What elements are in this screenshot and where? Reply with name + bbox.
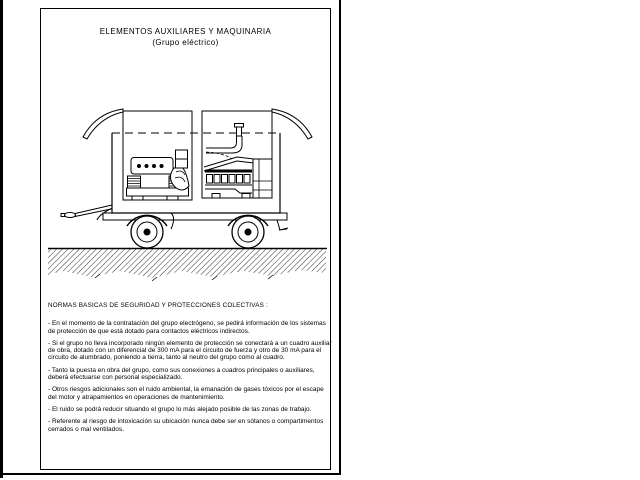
norm-item: - Referente al riesgo de intoxicación su ubicación nunca debe ser en sótanos o compartimentos cerrados o mal ventilados.	[48, 418, 324, 433]
safety-norms-section	[48, 302, 334, 438]
norm-item: - Otros riesgos adicionales son el ruido ambiental, la emanación de gases tóxicos por el escape del motor y atrapamientos en operaciones de mantenimiento.	[48, 386, 324, 401]
page-title-line2: (Grupo eléctrico)	[152, 38, 219, 47]
norm-item: - Tanto la puesta en obra del grupo, como sus conexiones a cuadros principales o auxiliares, deberá efectuarse con personal especializado.	[48, 366, 315, 382]
norm-item: - Si el grupo no lleva incorporado ningún elemento de protección se conectará a un cuadro auxiliar de obra, dotado con un diferencial de 300 mA para el circuito de fuerza y otro de 30 mA para el circuito de alumbrado, poniendo a tierra, tanto al neutro del grupo como al cuadro.	[48, 339, 332, 362]
norms-heading: NORMAS BASICAS DE SEGURIDAD Y PROTECCIONES COLECTIVAS :	[48, 302, 268, 309]
wheel-right	[232, 216, 264, 248]
norm-item: - En el momento de la contratación del grupo electrógeno, se pedirá información de los sistemas de protección de que está dotado para contactos eléctricos indirectos.	[48, 320, 326, 335]
ground-hatch	[48, 249, 327, 282]
wheel-left	[131, 216, 163, 248]
engine-compartment	[202, 111, 272, 198]
control-panel-compartment	[123, 111, 192, 200]
page-title-line1: ELEMENTOS AUXILIARES Y MAQUINARIA	[99, 27, 272, 36]
norm-item: - El ruido se podrá reducir situando el grupo lo más alejado posible de las zonas de trabajo.	[48, 405, 312, 413]
